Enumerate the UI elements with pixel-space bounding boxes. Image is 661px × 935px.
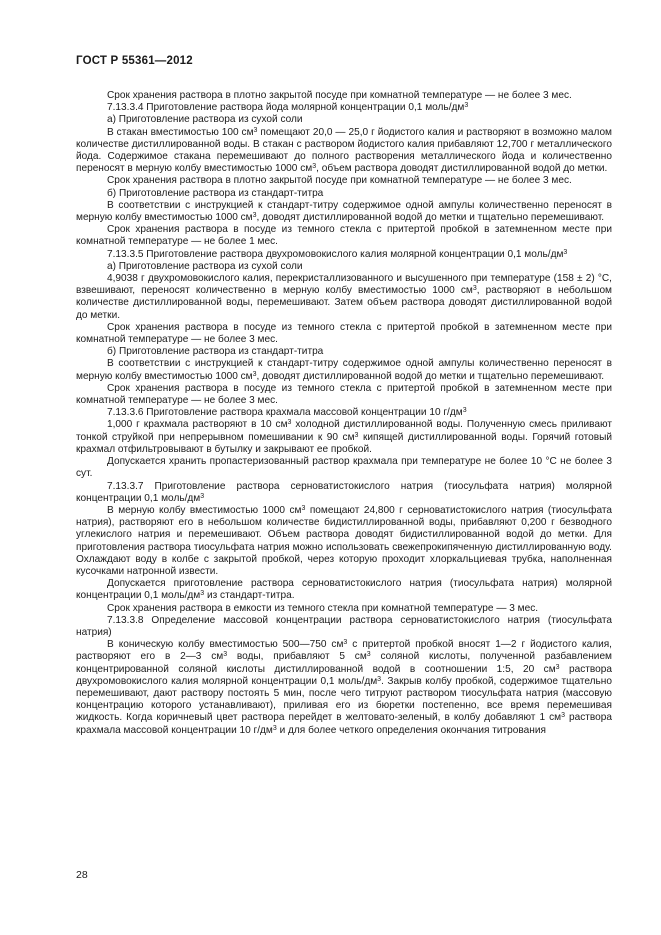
paragraph-text: Срок хранения раствора в плотно закрытой посуде при комнатной температуре — не более 3 мес. [107,90,572,101]
paragraph-text: раствора двухромовокислого калия молярной концентрации 0,1 моль/дм [76,663,612,687]
paragraph-text: Срок хранения раствора в плотно закрытой посуде при комнатной температуре — не более 3 мес. [107,175,572,187]
standard-header: ГОСТ Р 55361—2012 [76,55,193,67]
paragraph-text: из стандарт-титра. [204,590,295,602]
paragraph-text: 7.13.3.6 Приготовление раствора крахмала массовой концентрации 10 г/дм [107,407,463,419]
paragraph-text: а) Приготовление раствора из сухой соли [107,260,303,272]
superscript: 3 [472,285,477,293]
paragraph-text: , доводят дистиллированной водой до метки и тщательно перемешивают. [256,370,604,382]
paragraph-text: В мерную колбу вместимостью 1000 см [107,504,302,516]
superscript: 3 [223,651,228,659]
paragraph-text: кипящей дистиллированной воды. Горячий готовый крахмал отфильтровывают в бутылку и закрывают ее пробкой. [76,431,613,455]
paragraph-text: Срок хранения раствора в посуде из темного стекла с притертой пробкой в затемненном месте при комнатной температуре — не более 1 мес. [76,224,612,248]
paragraph-text: холодной дистиллированной воды. Полученную смесь приливают тонкой струйкой при непрерывном помешивании к 90 см [76,419,612,443]
paragraph [76,407,612,419]
superscript: 3 [312,163,317,171]
superscript: 3 [561,712,565,720]
paragraph [76,578,612,602]
paragraph-text: , доводят дистиллированной водой до метки и тщательно перемешивают. [256,212,604,224]
paragraph [76,90,612,102]
paragraph [76,603,612,615]
paragraph-text: 4,9038 г двухромовокислого калия, перекристаллизованного и высушенного при температуре (158 ± 2) °С, взвешивают, переносят количественно в мерную колбу вместимостью 1000 см [76,273,612,297]
page-number: 28 [76,869,88,881]
paragraph [76,505,612,578]
paragraph-text: , растворяют в небольшом количестве дистиллированной воды, перемешивают. Затем объем раствора доводят дистиллированной водой до метки. [76,285,613,321]
paragraph [76,322,612,346]
paragraph [76,615,612,639]
paragraph-text: В соответствии с инструкцией к стандарт-титру содержимое одной ампулы количественно переносят в мерную колбу вместимостью 1000 см [76,358,612,382]
paragraph [76,419,612,456]
paragraph-text: 7.13.3.5 Приготовление раствора двухромовокислого калия молярной концентрации 0,1 моль/дм [107,248,564,260]
paragraph [76,200,612,224]
paragraph-text: Срок хранения раствора в емкости из темного стекла при комнатной температуре — 3 мес. [107,602,539,614]
superscript: 3 [287,419,292,427]
paragraph-text: и для более четкого определения окончания титрования [276,724,546,736]
superscript: 3 [377,675,382,683]
paragraph [76,261,612,273]
paragraph-text: Срок хранения раствора в посуде из темного стекла с притертой пробкой в затемненном месте при комнатной температуре — не более 3 мес. [76,321,612,346]
paragraph-text: соляной кислоты, полученной разбавлением концентрированной соляной кислоты дистиллированной водой в соотношении 1:5, 20 см [76,651,612,675]
superscript: 3 [464,102,469,110]
superscript: 3 [253,126,258,134]
superscript: 3 [252,370,257,378]
paragraph [76,175,612,187]
paragraph [76,346,612,358]
paragraph [76,481,612,505]
paragraph-text: помещают 20,0 — 25,0 г йодистого калия и растворяют в возможно малом количестве дистиллированной воды. В стакан с раствором йодистого калия прибавляют 12,700 г металлического йода. Содержимое стакана перемешивают до полного растворения металлического йода и количественно переносят в мерную колбу вместимостью 1000 см [76,126,612,175]
paragraph-text: помещают 24,800 г серноватистокислого натрия (тиосульфата натрия), растворяют его в небольшом количестве бидистиллированной воды, прибавляют 0,200 г безводного углекислого натрия и перемешивают. Объем раствора доводят бидистиллированной водой до метки. Для приготовления раствора тиосульфата натрия можно использовать свежепрокипяченную дистиллированную воду. Охлаждают воду в колбе с закрытой пробкой, через которую проходит хлоркальциевая трубка, наполненная кусочками натронной извести. [76,504,612,577]
superscript: 3 [252,212,257,220]
superscript: 3 [366,651,371,659]
paragraph-text: б) Приготовление раствора из стандарт-титра [107,346,324,358]
superscript: 3 [354,431,359,439]
paragraph [76,383,612,407]
paragraph-text: 1,000 г крахмала растворяют в 10 см [107,419,288,431]
superscript: 3 [555,663,560,671]
paragraph-text: В соответствии с инструкцией к стандарт-титру содержимое одной ампулы количественно переносят в мерную колбу вместимостью 1000 см [76,199,612,224]
superscript: 3 [200,492,205,500]
paragraph-text: с притертой пробкой вносят 1—2 г йодистого калия, растворяют его в 2—3 см [76,639,612,663]
paragraph-text: . Закрыв колбу пробкой, содержимое тщательно перемешивают, дают раствору постоять 5 мин, после чего титруют раствором тиосульфата натрия (массовую концентрацию которого устанавливают), приливая его из бюретки постепенно, все время перемешивая жидкость. Когда коричневый цвет раствора перейдет в желтовато-зеленый, в колбу добавляют 1 см [76,675,612,724]
paragraph-text: Срок хранения раствора в посуде из темного стекла с притертой пробкой в затемненном месте при комнатной температуре — не более 3 мес. [76,382,612,407]
paragraph-text: 7.13.3.8 Определение массовой концентрации раствора серноватистокислого натрия (тиосульфата натрия) [76,614,612,638]
superscript: 3 [301,504,306,512]
paragraph-text: 7.13.3.4 Приготовление раствора йода молярной концентрации 0,1 моль/дм [107,102,465,114]
paragraph [76,273,612,322]
paragraph-text: б) Приготовление раствора из стандарт-титра [107,187,324,199]
superscript: 3 [343,639,348,647]
paragraph [76,224,612,248]
paragraph-text: раствора крахмала массовой концентрации 10 г/дм [76,712,612,736]
paragraph [76,188,612,200]
superscript: 3 [200,590,205,598]
superscript: 3 [272,724,277,732]
document-body [76,90,612,737]
paragraph-text: воды, прибавляют 5 см [227,651,367,663]
paragraph-text: 7.13.3.7 Приготовление раствора серноватистокислого натрия (тиосульфата натрия) молярной концентрации 0,1 моль/дм [76,480,612,504]
paragraph [76,114,612,126]
paragraph [76,249,612,261]
paragraph [76,127,612,176]
superscript: 3 [563,248,568,256]
paragraph-text: В коническую колбу вместимостью 500—750 см [107,639,344,651]
paragraph [76,456,612,480]
paragraph-text: , объем раствора доводят дистиллированной водой до метки. [316,163,608,175]
paragraph [76,358,612,382]
paragraph-text: а) Приготовление раствора из сухой соли [107,114,303,126]
paragraph-text: В стакан вместимостью 100 см [107,126,254,138]
paragraph-text: Допускается хранить пропастеризованный раствор крахмала при температуре не более 10 °С не более 3 сут. [76,456,612,480]
paragraph [76,102,612,114]
paragraph [76,639,612,737]
superscript: 3 [462,407,467,415]
paragraph-text: Допускается приготовление раствора серноватистокислого натрия (тиосульфата натрия) молярной концентрации 0,1 моль/дм [76,578,612,602]
